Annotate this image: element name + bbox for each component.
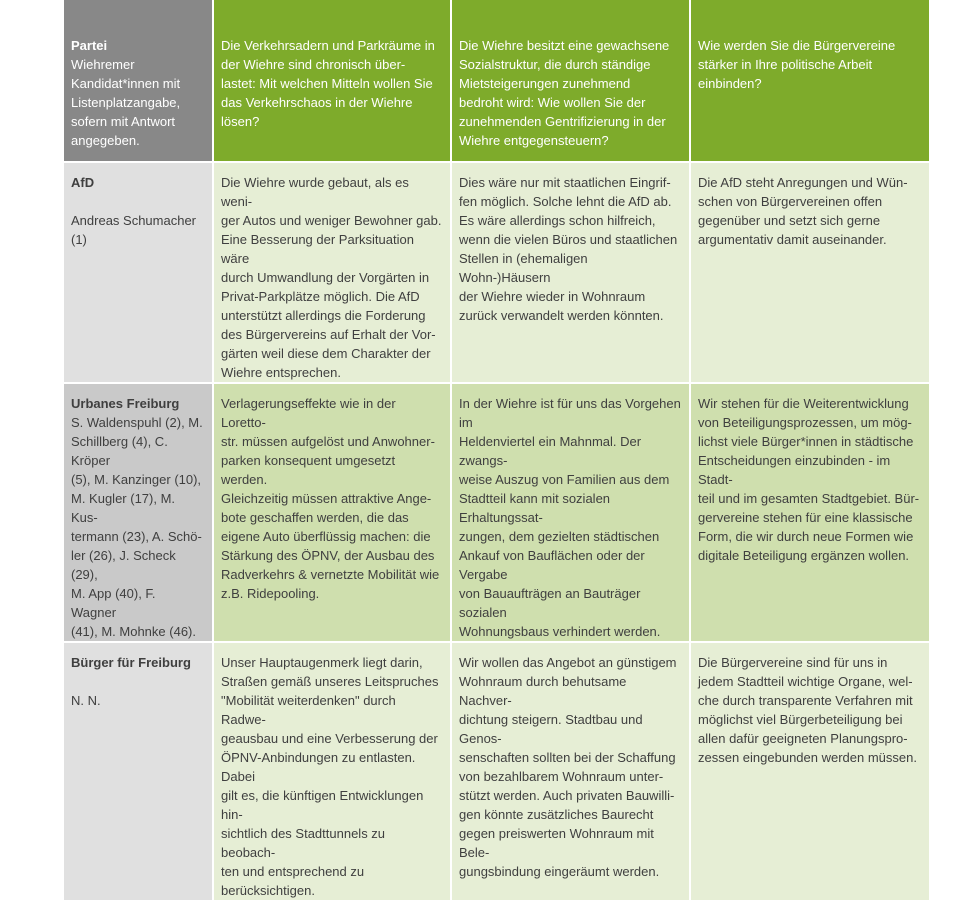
header-row <box>64 0 929 162</box>
question-3-header <box>690 0 929 162</box>
party-column-header <box>64 0 213 162</box>
party-cell <box>64 642 213 900</box>
question-1-text: Die Verkehrsadern und Parkräume in der Wiehre sind chronisch über- lastet: Mit welchen Mitteln wollen Sie das Verkehrschaos in der Wiehre lösen? <box>221 38 435 129</box>
question-2-header <box>451 0 690 162</box>
question-1-header <box>213 0 451 162</box>
answer-text: In der Wiehre ist für uns das Vorgehen im Heldenviertel ein Mahnmal. Der zwangs- weise Auszug von Familien aus dem Stadtteil kann mit sozialen Erhaltungssat- zungen, dem gezielten städtischen Ankauf von Bauflächen oder der Vergabe von Bauaufträgen an Bauträger sozialen Wohnungsbaus verhindert werden. <box>459 396 681 639</box>
answer-cell <box>690 383 929 642</box>
answer-cell <box>690 162 929 383</box>
party-cell <box>64 383 213 642</box>
party-candidates: N. N. <box>71 693 101 708</box>
answer-cell <box>213 162 451 383</box>
answer-cell <box>690 642 929 900</box>
answer-text: Verlagerungseffekte wie in der Loretto- str. müssen aufgelöst und Anwohner- parken konsequent umgesetzt werden. Gleichzeitig müssen attraktive Ange- bote geschaffen werden, die das eigene Auto überflüssig machen: die Stärkung des ÖPNV, der Ausbau des Radverkehrs & vernetzte Mobilität wie z.B. Ridepooling. <box>221 396 440 601</box>
answer-text: Die AfD steht Anregungen und Wün- schen von Bürgervereinen offen gegenüber und setzt sich gerne argumentativ damit auseinander. <box>698 175 908 247</box>
election-survey-table <box>64 0 929 900</box>
party-header-title: Partei <box>71 38 108 53</box>
answer-text: Die Bürgervereine sind für uns in jedem Stadtteil wichtige Organe, wel- che durch transparente Verfahren mit möglichst viel Bürgerbeteiligung bei allen dafür geeigneten Planungspro- zessen eingebunden werden müssen. <box>698 655 917 765</box>
party-name: Bürger für Freiburg <box>71 655 191 670</box>
party-header-subtitle: Wiehremer Kandidat*innen mit Listenplatzangabe, sofern mit Antwort angegeben. <box>71 57 181 148</box>
party-candidates: S. Waldenspuhl (2), M. Schillberg (4), C. Kröper (5), M. Kanzinger (10), M. Kugler (17), M. Kus- termann (23), A. Schö- ler (26), J. Scheck (29), M. App (40), F. Wagner (41), M. Mohnke (46). <box>71 415 203 639</box>
answer-cell <box>213 383 451 642</box>
party-candidates: Andreas Schumacher (1) <box>71 213 197 247</box>
party-name: Urbanes Freiburg <box>71 396 180 411</box>
answer-cell <box>451 383 690 642</box>
answer-text: Wir stehen für die Weiterentwicklung von Beteiligungsprozessen, um mög- lichst viele Bürger*innen in städtische Entscheidungen einzubinden - im Stadt- teil und im gesamten Stadtgebiet. Bür- gervereine stehen für eine klassische Form, die wir durch neue Formen wie digitale Beteiligung ergänzen wollen. <box>698 396 920 563</box>
table-row <box>64 383 929 642</box>
answer-text: Unser Hauptaugenmerk liegt darin, Straßen gemäß unseres Leitspruches "Mobilität weiterdenken" durch Radwe- geausbau und eine Verbesserung der ÖPNV-Anbindungen zu entlasten. Dabei gilt es, die künftigen Entwicklungen hin- sichtlich des Stadttunnels zu beobach- ten und entsprechend zu berücksichtigen. <box>221 655 439 898</box>
answer-text: Wir wollen das Angebot an günstigem Wohnraum durch behutsame Nachver- dichtung steigern. Stadtbau und Genos- senschaften sollten bei der Schaffung von bezahlbarem Wohnraum unter- stützt werden. Auch privaten Bauwilli- gen könnte zusätzliches Baurecht gegen preiswerten Wohnraum mit Bele- gungsbindung eingeräumt werden. <box>459 655 677 879</box>
answer-cell <box>451 642 690 900</box>
answer-cell <box>451 162 690 383</box>
answer-text: Dies wäre nur mit staatlichen Eingrif- fen möglich. Solche lehnt die AfD ab. Es wäre allerdings schon hilfreich, wenn die vielen Büros und staatlichen Stellen in (ehemaligen Wohn-)Häusern der Wiehre wieder in Wohnraum zurück verwandelt werden könnten. <box>459 175 678 323</box>
party-cell <box>64 162 213 383</box>
table-row <box>64 162 929 383</box>
question-2-text: Die Wiehre besitzt eine gewachsene Sozialstruktur, die durch ständige Mietsteigerungen zunehmend bedroht wird: Wie wollen Sie der zunehmenden Gentrifizierung in der Wiehre entgegensteuern? <box>459 38 670 148</box>
table-row <box>64 642 929 900</box>
answer-text: Die Wiehre wurde gebaut, als es weni- ger Autos und weniger Bewohner gab. Eine Besserung der Parksituation wäre durch Umwandlung der Vorgärten in Privat-Parkplätze möglich. Die AfD unterstützt allerdings die Forderung des Bürgervereins auf Erhalt der Vor- gärten weil diese dem Charakter der Wiehre entsprechen. <box>221 175 442 380</box>
question-3-text: Wie werden Sie die Bürgervereine stärker in Ihre politische Arbeit einbinden? <box>698 38 896 91</box>
party-name: AfD <box>71 175 95 190</box>
answer-cell <box>213 642 451 900</box>
